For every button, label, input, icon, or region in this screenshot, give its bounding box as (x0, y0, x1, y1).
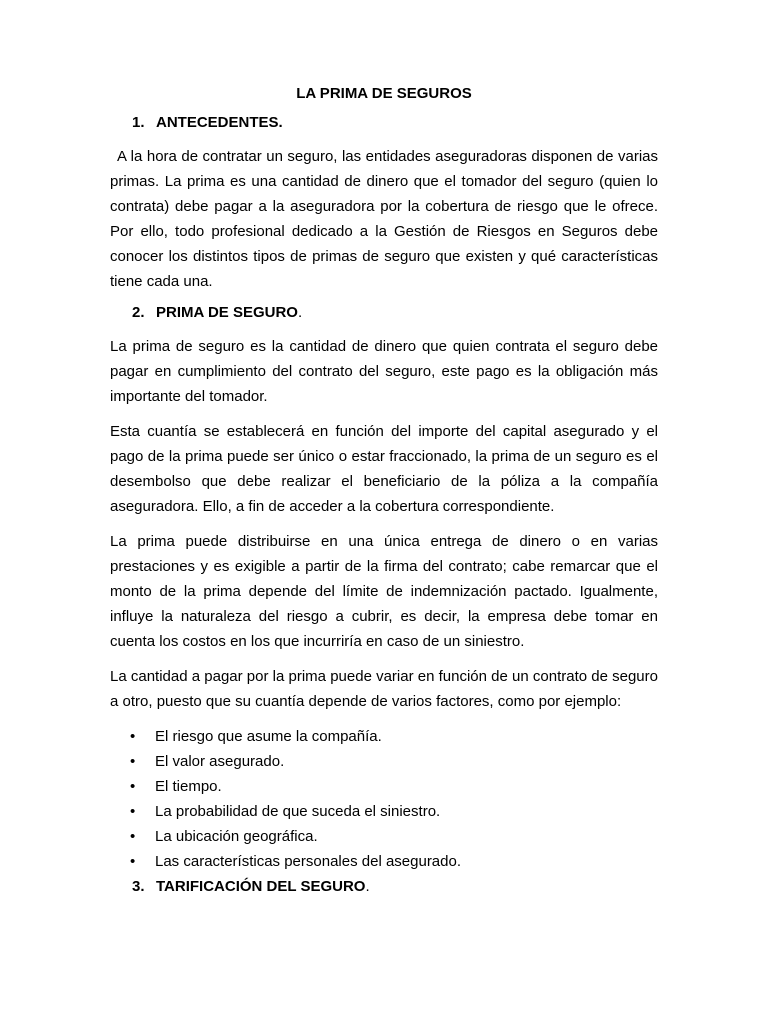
section-heading-tarificacion (110, 874, 658, 899)
list-item-text: La probabilidad de que suceda el siniestro. (155, 803, 441, 820)
document-body (110, 81, 658, 899)
list-item-text: El valor asegurado. (155, 753, 285, 770)
paragraph-prima-cuantia: Esta cuantía se establecerá en función del importe del capital asegurado y el pago de la prima puede ser único o estar fraccionado, la prima de un seguro es el desembolso que debe realizar el beneficiario de la póliza a la compañía aseguradora. Ello, a fin de acceder a la cobertura correspondiente. (110, 423, 658, 515)
paragraph-antecedentes: A la hora de contratar un seguro, las entidades aseguradoras disponen de varias primas. La prima es una cantidad de dinero que el tomador del seguro (quien lo contrata) debe pagar a la aseguradora por la cobertura de riesgo que le ofrece. Por ello, todo profesional dedicado a la Gestión de Riesgos en Seguros debe conocer los distintos tipos de primas de seguro que existen y qué características tiene cada una. (110, 148, 658, 290)
list-item (110, 849, 658, 874)
list-item-text: El riesgo que asume la compañía. (155, 728, 382, 745)
bullet-icon: • (130, 778, 136, 795)
list-item (110, 774, 658, 799)
list-item (110, 749, 658, 774)
bullet-icon: • (130, 853, 136, 870)
list-item-text: Las características personales del asegurado. (155, 853, 462, 870)
bullet-icon: • (130, 753, 136, 770)
bullet-icon: • (130, 803, 136, 820)
document-title: LA PRIMA DE SEGUROS (296, 85, 472, 102)
factors-list (110, 724, 658, 874)
section-heading-text: TARIFICACIÓN DEL SEGURO. (156, 878, 370, 895)
section-number: 3. (132, 878, 145, 895)
section-heading-text: PRIMA DE SEGURO. (156, 304, 303, 321)
list-item (110, 799, 658, 824)
section-number: 2. (132, 304, 145, 321)
list-item (110, 824, 658, 849)
section-heading-text: ANTECEDENTES. (156, 114, 283, 131)
list-item-text: La ubicación geográfica. (155, 828, 318, 845)
paragraph-prima-factores: La cantidad a pagar por la prima puede variar en función de un contrato de seguro a otro, puesto que su cuantía depende de varios factores, como por ejemplo: (110, 668, 658, 710)
bullet-icon: • (130, 728, 136, 745)
section-number: 1. (132, 114, 145, 131)
paragraph-prima-distribucion: La prima puede distribuirse en una única entrega de dinero o en varias prestaciones y es exigible a partir de la firma del contrato; cabe remarcar que el monto de la prima depende del límite de indemnización pactado. Igualmente, influye la naturaleza del riesgo a cubrir, es decir, la empresa debe tomar en cuenta los costos en los que incurriría en caso de un siniestro. (110, 533, 658, 650)
list-item-text: El tiempo. (155, 778, 222, 795)
section-heading-antecedentes (110, 110, 658, 135)
list-item (110, 724, 658, 749)
paragraph-prima-definition: La prima de seguro es la cantidad de dinero que quien contrata el seguro debe pagar en cumplimiento del contrato del seguro, este pago es la obligación más importante del tomador. (110, 338, 658, 405)
bullet-icon: • (130, 828, 136, 845)
section-heading-prima (110, 300, 658, 325)
